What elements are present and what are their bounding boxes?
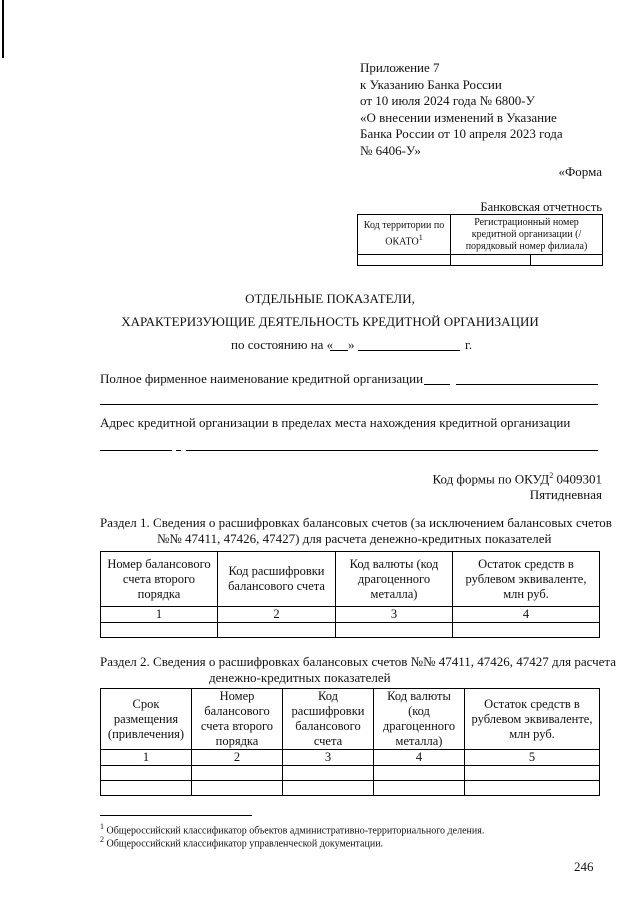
section2-col-number: 1	[101, 750, 192, 766]
section2-data-cell[interactable]	[374, 766, 465, 781]
branch-number-cell[interactable]	[531, 255, 603, 266]
okud-code: Код формы по ОКУД$^2$ 0409301	[432, 471, 602, 487]
section2-data-cell[interactable]	[101, 781, 192, 796]
bank-reporting-label: Банковская отчетность	[480, 200, 602, 214]
section1-data-cell[interactable]	[336, 623, 453, 638]
section2-heading-line2: денежно-кредитных показателей	[209, 670, 391, 685]
section1-col-number: 1	[101, 607, 218, 623]
appendix-line: «О внесении изменений в Указание	[360, 109, 557, 125]
full-name-label: Полное фирменное наименование кредитной организации	[100, 371, 424, 386]
section2-col-number: 3	[283, 750, 374, 766]
section2-header-code: Код расшифровки балансового счета	[283, 689, 374, 750]
date-suffix: г.	[465, 337, 473, 352]
form-title-line1: ОТДЕЛЬНЫЕ ПОКАЗАТЕЛИ,	[245, 291, 415, 306]
section2-header-term: Срок размещения (привлечения)	[101, 689, 192, 750]
footnote-2: $^2$ Общероссийский классификатор управленческой документации.	[100, 835, 384, 850]
full-name-field-a[interactable]	[424, 384, 450, 385]
section2-data-cell[interactable]	[465, 781, 600, 796]
appendix-line: от 10 июля 2024 года № 6800-У	[360, 93, 535, 108]
footnote-1: $^1$ Общероссийский классификатор объектов административно-территориального деления.	[100, 822, 485, 837]
footnote-separator	[100, 815, 252, 816]
section2-data-cell[interactable]	[192, 781, 283, 796]
appendix-line: № 6406-У»	[360, 142, 421, 158]
section1-data-cell[interactable]	[101, 623, 218, 638]
section2-data-cell[interactable]	[101, 766, 192, 781]
section2-data-cell[interactable]	[283, 766, 374, 781]
left-margin-rule	[2, 0, 4, 58]
appendix-line: к Указанию Банка России	[360, 76, 502, 92]
full-name-field-line2[interactable]	[100, 404, 598, 405]
section1-header-currency: Код валюты (код драгоценного металла)	[336, 552, 453, 607]
section2-table	[100, 688, 600, 796]
date-day-field[interactable]	[330, 350, 348, 351]
page-number: 246	[574, 859, 594, 874]
section2-col-number: 5	[465, 750, 600, 766]
section2-heading-line1: Раздел 2. Сведения о расшифровках балансовых счетов №№ 47411, 47426, 47427 для расчета	[100, 654, 617, 669]
section1-col-number: 3	[336, 607, 453, 623]
section2-col-number: 4	[374, 750, 465, 766]
section1-header-account: Номер балансового счета второго порядка	[101, 552, 218, 607]
address-field-b[interactable]	[176, 450, 181, 451]
section2-header-account: Номер балансового счета второго порядка	[192, 689, 283, 750]
address-field-c[interactable]	[186, 450, 598, 451]
section2-data-cell[interactable]	[192, 766, 283, 781]
appendix-block	[360, 60, 563, 159]
appendix-line: Банка России от 10 апреля 2023 года	[360, 126, 563, 141]
section1-col-number: 4	[453, 607, 600, 623]
section1-header-code: Код расшифровки балансового счета	[218, 552, 336, 607]
date-month-year-field[interactable]	[358, 350, 460, 351]
section2-data-cell[interactable]	[374, 781, 465, 796]
section2-data-cell[interactable]	[283, 781, 374, 796]
address-field-a[interactable]	[100, 450, 172, 451]
section1-data-cell[interactable]	[218, 623, 336, 638]
section2-data-cell[interactable]	[465, 766, 600, 781]
section1-table	[100, 551, 600, 638]
okato-cell[interactable]	[358, 255, 451, 266]
section1-heading-line2: №№ 47411, 47426, 47427) для расчета денежно-кредитных показателей	[157, 531, 552, 546]
okato-header: Код территории по ОКАТО$^1$	[358, 215, 451, 255]
section2-header-balance: Остаток средств в рублевом эквиваленте, млн руб.	[465, 689, 600, 750]
section2-col-number: 2	[192, 750, 283, 766]
section1-col-number: 2	[218, 607, 336, 623]
date-mid: »	[348, 337, 355, 352]
reg-number-header: Регистрационный номер кредитной организации (/ порядковый номер филиала)	[451, 215, 603, 255]
reg-number-cell[interactable]	[451, 255, 531, 266]
appendix-line: Приложение 7	[360, 60, 440, 75]
section1-header-balance: Остаток средств в рублевом эквиваленте, млн руб.	[453, 552, 600, 607]
address-label: Адрес кредитной организации в пределах места нахождения кредитной организации	[100, 415, 571, 430]
section1-heading-line1: Раздел 1. Сведения о расшифровках балансовых счетов (за исключением балансовых счетов	[100, 515, 612, 530]
full-name-field-b[interactable]	[456, 384, 598, 385]
section2-header-currency: Код валюты (код драгоценного металла)	[374, 689, 465, 750]
forma-label: «Форма	[558, 164, 602, 179]
section1-data-cell[interactable]	[453, 623, 600, 638]
date-prefix: по состоянию на «	[231, 337, 334, 352]
form-title-line2: ХАРАКТЕРИЗУЮЩИЕ ДЕЯТЕЛЬНОСТЬ КРЕДИТНОЙ ОРГАНИЗАЦИИ	[121, 314, 539, 329]
report-periodicity: Пятидневная	[529, 487, 602, 502]
codes-table	[357, 214, 603, 266]
